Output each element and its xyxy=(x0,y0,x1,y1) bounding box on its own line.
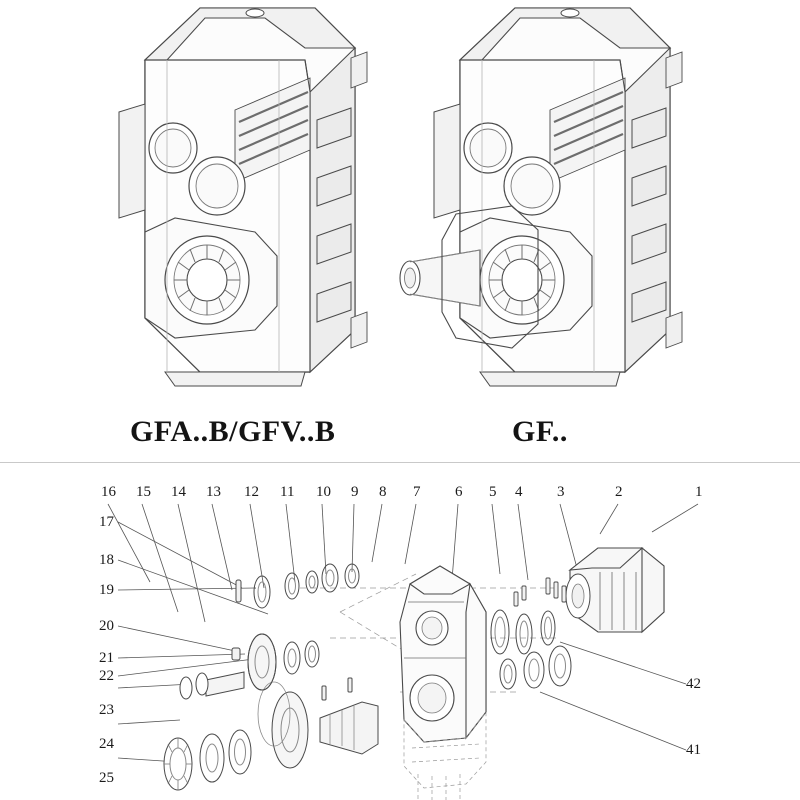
callout-23: 23 xyxy=(99,702,114,718)
callout-5: 5 xyxy=(489,484,497,500)
callout-21: 21 xyxy=(99,650,114,666)
callout-17: 17 xyxy=(99,514,114,530)
exploded-parts-diagram xyxy=(0,462,800,800)
callout-6: 6 xyxy=(455,484,463,500)
exploded-housing xyxy=(400,566,486,742)
caption-gfab-gfvb: GFA..B/GFV..B xyxy=(130,415,336,448)
caption-gf: GF.. xyxy=(512,415,568,448)
callout-1: 1 xyxy=(695,484,703,500)
callout-3: 3 xyxy=(557,484,565,500)
callout-10: 10 xyxy=(316,484,331,500)
callout-20: 20 xyxy=(99,618,114,634)
gearbox-right-view xyxy=(400,8,682,386)
output-shaft xyxy=(400,250,480,306)
callout-12: 12 xyxy=(244,484,259,500)
callout-16: 16 xyxy=(101,484,116,500)
motor-adapter xyxy=(566,548,664,632)
bottom-left-group xyxy=(164,678,378,790)
fastener-group xyxy=(514,578,566,606)
exploded-view xyxy=(0,462,800,800)
callout-24: 24 xyxy=(99,736,114,752)
callout-8: 8 xyxy=(379,484,387,500)
callout-15: 15 xyxy=(136,484,151,500)
gearbox-left-view xyxy=(119,8,367,386)
right-leader-lines xyxy=(540,642,686,750)
callout-41: 41 xyxy=(686,742,701,758)
callout-4: 4 xyxy=(515,484,523,500)
callout-13: 13 xyxy=(206,484,221,500)
callout-7: 7 xyxy=(413,484,421,500)
ring-group-right xyxy=(491,610,571,689)
callout-42: 42 xyxy=(686,676,701,692)
callout-11: 11 xyxy=(280,484,295,500)
callout-18: 18 xyxy=(99,552,114,568)
callout-2: 2 xyxy=(615,484,623,500)
left-leader-lines xyxy=(118,522,268,762)
callout-25: 25 xyxy=(99,770,114,786)
callout-14: 14 xyxy=(171,484,186,500)
callout-22: 22 xyxy=(99,668,114,684)
callout-9: 9 xyxy=(351,484,359,500)
ring-group-left xyxy=(236,564,359,608)
callout-19: 19 xyxy=(99,582,114,598)
